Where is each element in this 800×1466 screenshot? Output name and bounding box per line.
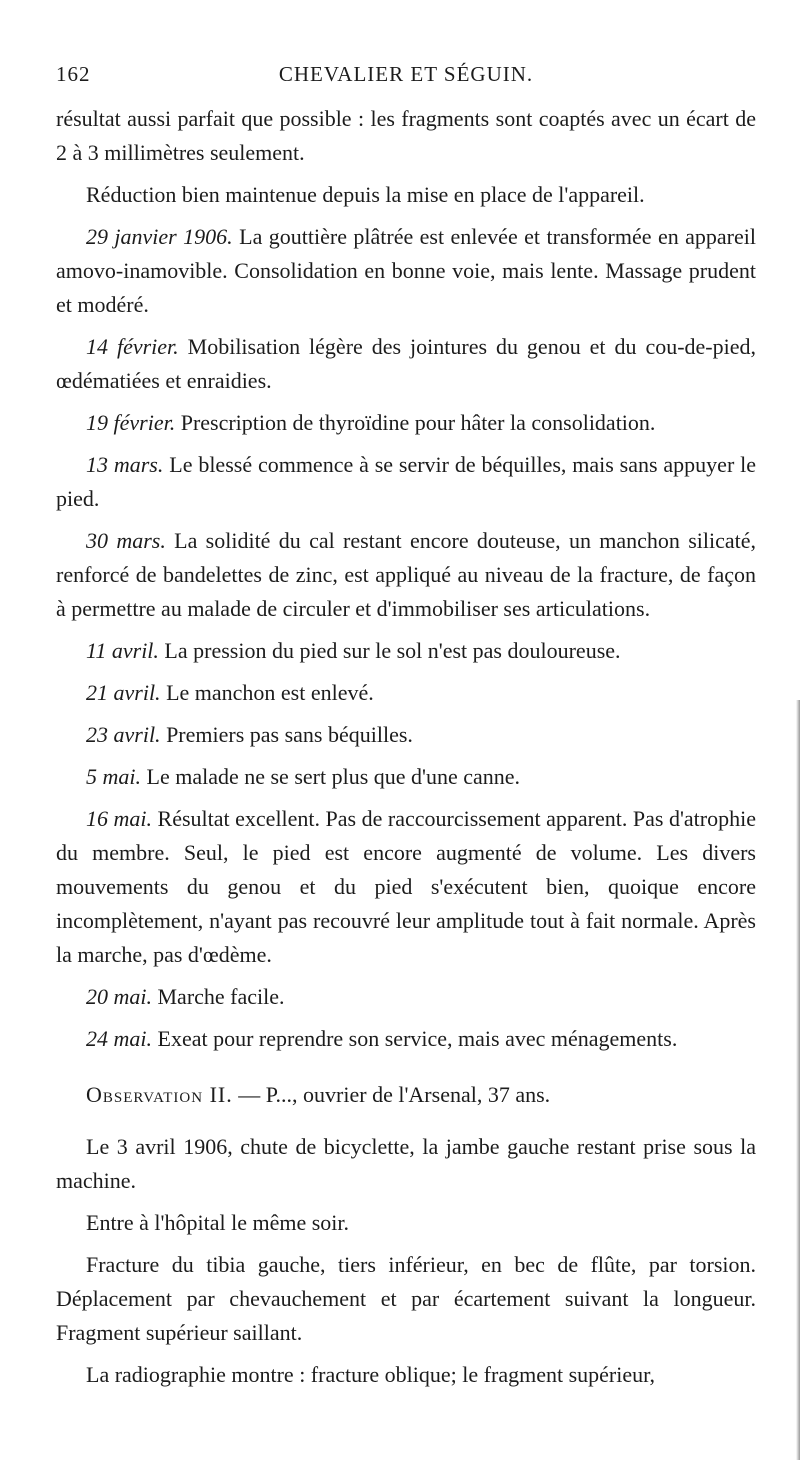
dated-entry	[56, 220, 756, 322]
entry-text: résultat aussi parfait que possible : les fragments sont coaptés avec un écart de 2 à 3 millimètres seulement.	[56, 106, 756, 165]
entry-date: 20 mai.	[86, 984, 152, 1009]
entry-text: Résultat excellent. Pas de raccourcissement apparent. Pas d'atrophie du membre. Seul, le pied est encore augmenté de volume. Les divers mouvements du genou et du pied s'exécutent bien, quoique encore incomplètement, n'ayant pas recouvré leur amplitude tout à fait normale. Après la marche, pas d'œdème.	[56, 806, 756, 967]
entry-text: La solidité du cal restant encore douteuse, un manchon silicaté, renforcé de bandelettes de zinc, est appliqué au niveau de la fracture, de façon à permettre au malade de circuler et d'immobiliser ses articulations.	[56, 528, 757, 621]
entry-text: Marche facile.	[157, 984, 285, 1009]
dated-entry	[56, 406, 756, 440]
paragraph-text: Fracture du tibia gauche, tiers inférieur, en bec de flûte, par torsion. Déplacement par chevauchement et par écartement suivant la longueur. Fragment supérieur saillant.	[56, 1252, 756, 1345]
observation-text: — P..., ouvrier de l'Arsenal, 37 ans.	[238, 1082, 551, 1107]
paragraph-text: Entre à l'hôpital le même soir.	[86, 1210, 350, 1235]
page-header	[56, 60, 756, 94]
dated-entry	[56, 802, 756, 972]
paragraph	[56, 178, 756, 212]
dated-entry	[56, 524, 756, 626]
entry-text: Le manchon est enlevé.	[166, 680, 374, 705]
entry-text: La gouttière plâtrée est enlevée et transformée en appareil amovo-inamovible. Consolidation en bonne voie, mais lente. Massage prudent et modéré.	[56, 224, 756, 317]
paragraph	[56, 1206, 756, 1240]
page-body	[56, 102, 756, 1400]
entry-date: 16 mai.	[86, 806, 153, 831]
dated-entry	[56, 330, 756, 398]
dated-entry	[56, 448, 756, 516]
entry-text: La pression du pied sur le sol n'est pas douloureuse.	[164, 638, 621, 663]
page-number: 162	[56, 62, 91, 86]
dated-entry	[56, 980, 756, 1014]
entry-text: Réduction bien maintenue depuis la mise en place de l'appareil.	[86, 182, 645, 207]
entry-text: Mobilisation légère des jointures du genou et du cou-de-pied, œdématiées et enraidies.	[56, 334, 757, 393]
paragraph-text: La radiographie montre : fracture oblique; le fragment supérieur,	[86, 1362, 656, 1387]
dated-entry	[56, 676, 756, 710]
entry-date: 11 avril.	[86, 638, 159, 663]
paragraph	[56, 1248, 756, 1350]
paragraph	[56, 102, 756, 170]
running-title: CHEVALIER ET SÉGUIN.	[278, 62, 534, 86]
entry-text: Premiers pas sans béquilles.	[166, 722, 413, 747]
dated-entry	[56, 718, 756, 752]
entry-date: 24 mai.	[86, 1026, 152, 1051]
entry-date: 30 mars.	[86, 528, 166, 553]
dated-entry	[56, 760, 756, 794]
entry-date: 13 mars.	[86, 452, 164, 477]
observation-heading	[56, 1078, 756, 1112]
dated-entry	[56, 1022, 756, 1056]
observation-label: Observation II.	[86, 1082, 233, 1107]
entry-text: Exeat pour reprendre son service, mais avec ménagements.	[157, 1026, 678, 1051]
paragraph	[56, 1358, 756, 1392]
entry-date: 21 avril.	[86, 680, 161, 705]
paragraph-text: Le 3 avril 1906, chute de bicyclette, la jambe gauche restant prise sous la machine.	[56, 1134, 756, 1193]
entry-date: 19 février.	[86, 410, 176, 435]
entry-date: 14 février.	[86, 334, 179, 359]
entry-date: 29 janvier 1906.	[86, 224, 233, 249]
entry-text: Le malade ne se sert plus que d'une canne.	[146, 764, 521, 789]
entry-date: 5 mai.	[86, 764, 141, 789]
scan-edge-shadow	[796, 700, 800, 1460]
paragraph	[56, 1130, 756, 1198]
entry-text: Le blessé commence à se servir de béquilles, mais sans appuyer le pied.	[56, 452, 757, 511]
entry-date: 23 avril.	[86, 722, 161, 747]
dated-entry	[56, 634, 756, 668]
entry-text: Prescription de thyroïdine pour hâter la consolidation.	[180, 410, 656, 435]
